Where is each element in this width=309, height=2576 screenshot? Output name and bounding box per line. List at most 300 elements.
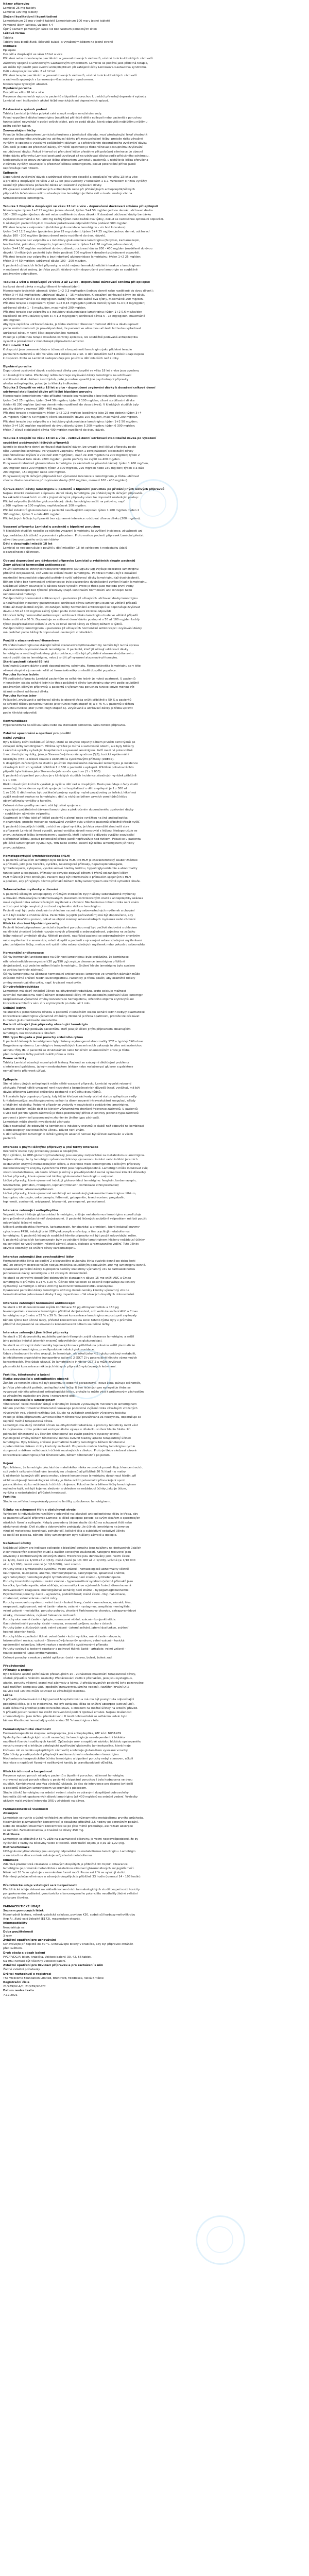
text-line: a příznaků, jako jsou horečka, vyrážka, neurologické příznaky, hepatosplenomegalie, <box>3 863 124 867</box>
text-line: podpůrná léčba. Je-li to indikováno, má být zahájena léčba ke snížení absorpce (aktivní uhlí). <box>3 1702 135 1706</box>
section-heading: Interakce zahrnující jiné psychoaktivní látky <box>3 1255 74 1259</box>
text-line: účinné snížené udržovací dávky. <box>3 690 49 693</box>
text-line: a záchvatů spojených s Lennoxovým-Gastautovým syndromem. <box>3 78 94 82</box>
text-line: Maximálních plazmatických koncentrací je dosaženo přibližně 2,5 hodiny po perorálním podání. <box>3 1820 139 1824</box>
text-line: Léčivé přípravky, které významně neinhibují ani neindukují glukuronidaci lamotriginu: lithium, <box>3 1192 136 1195</box>
text-line: se středně těžkou poruchou funkce jater (Child-Pugh stupeň B) a o 75 % u pacientů s těžkou <box>3 703 134 706</box>
text-line: stabilizační dávku během šesti týdnů, poté je možné vysadit jiné psychotropní přípravky <box>3 378 129 381</box>
text-line: plazmatické koncentrace některých léčivých přípravků vylučovaných ledvinami. <box>3 1365 117 1368</box>
section-heading: Pomocné látky <box>3 1057 27 1060</box>
text-line: reakce podobné lupus erythematodes. <box>3 1652 58 1655</box>
text-line: vyrážky je spojeno s vysokými počátečními dávkami a s překročením doporučeného zvyšování dávky. <box>3 142 147 145</box>
text-line: fenobarbital, primidon, rifampicin, lopinavir/ritonavir, kombinace ethinylestradiol/ <box>3 1183 119 1187</box>
text-line: pacientů. <box>3 1137 16 1141</box>
text-line: 200 mg/den, 150 mg/den nebo 100 mg/den. <box>3 470 66 474</box>
section-heading: Držitel rozhodnutí o registraci <box>3 1972 52 1976</box>
text-line: a dostupné údaje nevylučují možnost zvýšeného rizika u lamotriginu. <box>3 905 101 909</box>
text-line: koncentrace lamotriginu před těhotenstvím, během těhotenství i po porodu. <box>3 1453 112 1457</box>
text-line: Celkové riziko vyrážky se navíc zdá být silně spojeno s: <box>3 804 81 807</box>
text-line: Poruchy kůže a podkožní tkáně: velmi časté - kožní vyrážka; méně časté - alopecie, <box>3 1635 122 1638</box>
text-line: cílovou dávku dosaženou při zvyšování dávky (200 mg/den, rozmezí 100 - 400 mg/den). <box>3 479 128 483</box>
text-line: obvykle odezněly po snížení dávky karbamazepinu. <box>3 1247 76 1250</box>
text-line: Ženám ve fertilním věku má být poskytnuto odborné poradenství. Pokud žena plánuje otěhotnět, <box>3 1382 141 1385</box>
text-line: týden 3+4 50 mg/den; udržovací dávka 100 - 200 mg/den. <box>3 260 87 263</box>
text-line: i závažné vyrážky vyžadující hospitalizaci a vysazení lamotriginu. Patří mezi ně potenciálně <box>3 749 133 753</box>
section-heading: Interakce s jinými léčivými přípravky a jiné formy interakce <box>3 1145 98 1149</box>
text-line: naznačují, že incidence vyrážek spojených s hospitalizací u dětí s epilepsií je 1 z 300 až <box>3 787 127 790</box>
text-line: - vysokými počátečními dávkami lamotriginu a překročením doporučeného zvyšování dávky <box>3 808 134 811</box>
text-line: znovu zahájena. <box>3 846 26 850</box>
text-line: nepřevažuje nad rizikem. <box>3 167 39 171</box>
text-line: dávka 100 - 200 mg/den (jednou denně nebo rozděleně do dvou dávek). <box>3 234 106 238</box>
text-line: Lamictal se nedoporučuje k použití u dětí mladších 18 let vzhledem k nedostatku údajů <box>3 547 127 550</box>
text-line: vytěsnění z vazby na bílkoviny vedlo k toxicitě. Distribuční objem je 0,92 až 1,22 l/kg. <box>3 1841 125 1845</box>
text-line: (nepřekračovat zvýšení o více než 100 mg/týden), např. ze 100 mg/den na 200 mg/den; týden 2 <box>3 454 140 457</box>
text-line: doporučeného zvyšování dávek lamotriginu. U pacientů, kteří již užívají udržovací dávky <box>3 648 129 651</box>
text-line: U některých pacientů bylo k dosažení požadované odpovědi třeba podávat 500 mg/den. <box>3 222 129 225</box>
text-line: Méně než 10 % se vylučuje v nezměněné formě močí. Pouze asi 2 % se vylučují stolicí. <box>3 1871 126 1875</box>
text-line: Pacienti mají být proto sledováni s ohledem na známky sebevražedných myšlenek a chování <box>3 909 135 913</box>
section-heading: Pacienti užívající jiné přípravky obsahující lamotrigin <box>3 1023 88 1027</box>
text-line: Nejsou klinické zkušenosti s úpravou denní dávky lamotriginu po přidání jiných léčivých přípravků. <box>3 492 143 495</box>
text-line: se neliší od placeba. Během léčby lamotriginem byly hlášeny závratě a diplopie. <box>3 1534 117 1537</box>
text-line: funkce jater) nevychází v počet celých tablet, pak se podá dávka, která odpovídá nejbližšímu nižšímu <box>3 121 147 124</box>
text-line: v anamnéze, protože frekvence nezávažné vyrážky byla u těchto pacientů přibližně třikrát vyšší. <box>3 821 141 824</box>
text-line: změny menstruačního cyklu, např. krvácení mezi cykly. <box>3 981 82 985</box>
text-line: levonorgestrel, atazanavir/ritonavir. <box>3 1188 54 1191</box>
text-line: plánování těhotenství a v časném těhotenství lze zvážit podávání kyseliny listové. <box>3 1432 120 1436</box>
text-line: a má být zvážena vhodná léčba. Pacientům (a jejich pečovatelům) má být doporučeno, aby <box>3 913 133 917</box>
text-line: (celková denní dávka v mg/kg tělesné hmotnosti/den) <box>3 285 80 289</box>
text-line: jeho průměrný poločas téměř dvojnásobně. U pacientů léčených souběžně valproátem má být použit <box>3 1217 147 1221</box>
text-line: UDP-glukuronyltransferázy jsou enzymy odpovědné za metabolismus lamotriginu. Lamotrigin <box>3 1850 136 1854</box>
text-line: případů byla hlášena jako Stevensův-Johnsonův syndrom (1 z 1 000). <box>3 770 101 774</box>
text-line: neutropenie, leukopenie, anémie, trombocytopenie, pancytopenie, aplastické anémie, <box>3 1571 126 1575</box>
text-line: hodnotila účinek opakovaných dávek lamotriginu (až 400 mg/den) na srdeční vedení. Výsledky <box>3 1795 138 1799</box>
text-line: Při vysazení souběžně podávaných antiepileptik nebo při přidání jiných antiepileptik/léčivých <box>3 188 135 192</box>
text-line: typu nežádoucích účinků v porovnání s placebem. Proto mohou pacienti přípravek Lamictal přestat <box>3 534 144 537</box>
text-line: třeba až dvojnásobně zvýšit. Od zahájení léčby hormonální antikoncepcí se doporučuje zvyšovat <box>3 605 140 609</box>
text-line: Lamictal 100 mg tablety <box>3 11 38 14</box>
text-line: Žádné zvláštní požadavky. <box>3 1968 41 1972</box>
text-line: Prevence epizod poruch nálady u pacientů s bipolární poruchou: účinnost lamotriginu <box>3 1774 125 1777</box>
text-line <box>3 715 306 719</box>
text-line: Tablety jsou bledě žluté, štítovitě kulaté, s vyraženým kódem na jedné straně <box>3 40 113 44</box>
section-heading: Interakce zahrnující hormonální antikoncepci <box>3 1301 76 1305</box>
text-line: Pokud vypočtená dávka lamotriginu (například při léčbě dětí s epilepsií nebo pacientů s poruchou <box>3 116 142 120</box>
text-line: U pacientů (dospělých i dětí), u nichž se objeví vyrážka, je třeba okamžitě zhodnotit stav <box>3 825 129 828</box>
text-line: Děti a dospívající ve věku 2 až 12 let <box>3 70 56 73</box>
text-line: Byly hlášeny kožní nežádoucí účinky, které se obvykle objevily během prvních osmi týdnů po <box>3 740 135 744</box>
text-line <box>3 1204 306 1208</box>
text-line: Tyto účinky pravděpodobně přispívají k antikonvulzivním vlastnostem lamotriginu. <box>3 1753 120 1756</box>
text-line: 400 mg/den. <box>3 319 22 323</box>
section-heading: Klinické zhoršení bipolární poruchy <box>3 922 60 925</box>
text-line: farmakokinetiku jednorázové dávky 2 mg risperidonu u 14 zdravých dospělých dobrovolníků. <box>3 1293 135 1297</box>
text-line: život ohrožující vyrážky, jako je Stevensův-Johnsonův syndrom (SJS), toxická epidermální <box>3 753 129 757</box>
section-heading: Porucha funkce jater <box>3 694 37 698</box>
text-line: Jakmile je dosaženo denní udržovací stabilizační dávky, lze vysadit jiné léčivé přípravky podle <box>3 445 136 449</box>
text-line: z kontrolovaných klinických studií a dalších klinických zkušeností. Kategorie frekvencí jsou <box>3 1550 131 1554</box>
text-line: týden 1+2 25 mg/den; týden 3+4 50 mg/den; týden 5 100 mg/den; cílová stabilizační dávka <box>3 399 135 402</box>
text-line: nejnižší možná terapeutická dávka. <box>3 1420 54 1423</box>
text-line: Doporučené zvyšování dávek a udržovací dávky pro dospělé ve věku 18 let a více jsou uvedeny <box>3 369 139 373</box>
text-line: koncentrace folátů v séru či v erytrocytech po dobu až 1 roku. <box>3 1002 92 1006</box>
text-line: Některá antiepileptika (fenytoin, karbamazepin, fenobarbital a primidon), která indukují enzymy <box>3 1226 140 1229</box>
text-line: s předchozí léčbou, pokud potenciální přínos jasně nepřevažuje nad rizikem. Pokud se u pacienta <box>3 838 141 841</box>
text-line: lamotriginu. Byly hlášeny snížené plazmatické hladiny lamotriginu během těhotenství <box>3 1440 125 1444</box>
text-line: nezpůsoboval významné změny koncentrace hemoglobinu, středního objemu erytrocytů ani <box>3 998 134 1002</box>
text-line: Bylo zjištěno, že UDP-glukuronyltransferázy jsou enzymy zodpovědné za metabolismus lamotriginu. <box>3 1154 145 1158</box>
text-line: The Wellcome Foundation Limited, Brentford, Middlesex, Velká Británie <box>3 1976 104 1980</box>
section-heading: Starší pacienti (starší 65 let) <box>3 660 49 664</box>
text-line: počtu celých tablet. <box>3 125 31 128</box>
text-line: Tablety Lamictal je třeba polykat celé a zapít malým množstvím vody. <box>3 112 102 115</box>
text-line: užívat bez postupného snižování dávky. <box>3 538 60 541</box>
text-line: ovlivnění metabolismu folátů během dlouhodobé léčby. Při dlouhodobém podávání však lamotrigin <box>3 994 144 997</box>
section-heading: Fertilita, těhotenství a kojení <box>3 1373 50 1377</box>
text-line: a neužívajících induktory glukuronidace: udržovací dávku lamotriginu bude ve většině případů <box>3 601 137 605</box>
text-line: koncentrace lamotriginu, pravděpodobně indukcí glukuronidace. <box>3 1348 95 1351</box>
text-line: ataxie, poruchy vědomí, grand mal záchvaty a kóma. U předávkovaných pacientů bylo pozorováno <box>3 1681 144 1685</box>
text-line: v konečném stadiu selhání ledvin je třeba počáteční dávky lamotriginu stanovit podle souběžně <box>3 682 139 685</box>
text-line: hodnot jaterních testů. <box>3 1631 36 1634</box>
section-heading: EKG typu Brugada a jiné poruchy srdečního rytmu <box>3 1036 83 1039</box>
text-line: Přidání jiných léčivých přípravků bez významné interakce: udržovat cílovou dávku (200 mg/den). <box>3 517 141 520</box>
text-line: Lamictal nemá být podáván pacientům, kteří jsou již léčeni jiným přípravkem obsahujícím <box>3 1027 131 1031</box>
text-line: týden 3+4 100 mg/den rozděleně do dvou dávek; udržovací dávka 200 - 400 mg/den (rozděleně do dvou <box>3 247 152 250</box>
text-line: Brugadova syndromu. Lamotrigin v terapeutických koncentracích vykazuje in vitro antiarytmickou <box>3 1044 143 1048</box>
section-heading: Epilepsie <box>3 1078 18 1081</box>
text-line: poruchou funkce jater (Child-Pugh stupeň C). Zvyšované a udržovací dávky je třeba upravit <box>3 707 133 710</box>
text-line: Poruchy krve a lymfatického systému: velmi vzácné - hematologické abnormality včetně <box>3 1567 129 1571</box>
text-line: Úplný seznam pomocných látek viz bod Seznam pomocných látek <box>3 28 97 31</box>
section-heading: Předávkování <box>3 1664 25 1668</box>
text-line: Další léčba má probíhat podle klinického stavu, s ohledem na možné účinky na srdeční převod. <box>3 1706 138 1710</box>
text-line: nutné zvýšit dávku lamotriginu, nebo ji snížit při vysazení atazanaviru/ritonaviru. <box>3 656 118 660</box>
text-line: vyhledali lékařskou pomoc, pokud se objeví známky sebevražedných myšlenek nebo chování. <box>3 918 136 921</box>
section-heading: Dávkování a způsob podání <box>3 108 47 111</box>
text-line: nebo myšlenkami v anamnéze, mladí dospělí a pacienti s výraznými sebevražednými myšlenkami <box>3 939 143 942</box>
text-line: a chování. Metaanalýza randomizovaných placebem kontrolovaných studií s antiepileptiky ukázala <box>3 896 143 900</box>
text-line: Pacienti léčení přípravkem Lamictal s bipolární poruchou mají být pečlivě sledováni s ohledem <box>3 926 137 930</box>
text-line: Opakované perorální dávky bupropionu neměly statisticky významný vliv na farmakokinetiku <box>3 1268 135 1272</box>
text-line: před zahájením léčby, mohou mít vyšší riziko sebevražedných myšlenek nebo pokusů o sebevraždu. <box>3 943 146 946</box>
text-line: vysadit a pokračovat v monoterapii přípravkem Lamictal. <box>3 340 84 343</box>
text-line: týden 3+4 100 mg/den rozděleně do dvou dávek; týden 5 200 mg/den; týden 6 300 mg/den; <box>3 424 135 428</box>
text-line: klíčovou roli ve vzniku epileptických záchvatů) a inhibuje glutamátem vyvolané vzruchy. <box>3 1749 128 1752</box>
section-heading: Léčba <box>3 1694 13 1698</box>
section-heading: Fertilita <box>3 1496 16 1499</box>
text-line: otázkách řízení a epilepsie. Nebyly provedeny žádné studie účinků na schopnost řídit nebo <box>3 1521 132 1524</box>
text-line <box>3 1251 306 1255</box>
text-line: Těhotenství: velké množství údajů o těhotných ženách vystavených monoterapii lamotriginem <box>3 1403 137 1406</box>
text-line: dnů 20 zdravým dobrovolníkům nebyla změněna souběžným podáváním 100 mg lamotriginu denně. <box>3 1264 146 1267</box>
text-line: U dospělých zařazených do studií s použitím doporučeného dávkování lamotriginu je incidence <box>3 761 138 765</box>
text-line: také rozšíření komplexu QRS (zpoždění intraventrikulárního vedení). Rozšíření trvání QRS <box>3 1685 130 1689</box>
text-line: Po vysazení jiných léčivých přípravků bez významné interakce s lamotriginem je třeba udržovat <box>3 475 139 478</box>
text-line: s hemodialýzou jako léčbou předávkování. U šesti dobrovolníků se selháním ledvin bylo <box>3 1715 127 1719</box>
text-line: týden 3+4 0,6 mg/kg/den; udržovací dávka 1 - 15 mg/kg/den. K dosažení udržovací dávky lze dávku <box>3 293 146 297</box>
text-line: obsluhovat stroje. Dvě studie s dobrovolníky prokázaly, že účinek lamotriginu na jemnou <box>3 1525 129 1529</box>
text-line: Nežádoucí účinky související s dávkou nelze vyloučit. Proto je třeba jako metodu první volby <box>3 584 134 588</box>
section-heading: Registrační čísla <box>3 1980 30 1984</box>
text-line: (týden 6) 200 mg/den (jednou denně nebo rozděleně do dvou dávek). V klinických studiích byly <box>3 403 139 406</box>
text-line: účinky, choreoatetóza, zvýšení frekvence záchvatů. <box>3 1614 77 1617</box>
text-line: během prvního trimestru těhotenství neukazuje podstatné zvýšení rizika závažných vrozených <box>3 1407 138 1411</box>
section-heading: FARMACEUTICKÉ ÚDAJE <box>3 1905 41 1908</box>
text-line: 21/289/92-A/C, 21/289/92-C/C <box>3 1985 46 1989</box>
text-line: Během týdne bez hormonální antikoncepce bylo pozorováno dvojnásobné zvýšení hladin lamotriginu. <box>3 580 147 584</box>
text-line: věkové skupině významně neliší od farmakokinetiky u mladší dospělé populace. <box>3 669 117 672</box>
text-line <box>3 1900 306 1904</box>
text-line: funkce jater a koagulace. Příznaky se obvykle objevují během 4 týdnů od zahájení léčby. <box>3 871 129 875</box>
text-line: během 4hodinové hemodialýzy odstraněno 20 % lamotriginu z těla. <box>3 1719 99 1723</box>
text-line: Nejsou důkazy, že by lamotrigin způsoboval klinicky významnou indukci nebo inhibici jaterních <box>3 1158 138 1162</box>
text-line: v následující tabulce. Přechodný režim zahrnuje zvyšování dávky lamotriginu na udržovací <box>3 374 131 377</box>
section-heading: Doba použitelnosti <box>3 1930 33 1934</box>
text-line: V případě poruch vedení lze zvážit intravenózní podání lipidové emulze. Nejsou zkušenosti <box>3 1710 132 1714</box>
text-line: nekrolýza (TEN) a léková reakce s eozinofilií a systémovými příznaky (DRESS). <box>3 757 114 761</box>
text-line: k rhabdomyolýze, multiorgánovému selhání a diseminované intravaskulární koagulaci, někdy <box>3 1099 136 1103</box>
text-line: je inhibitorem organického transportéru kationtů 2 (OCT 2) v potenciálně klinicky významných <box>3 1357 138 1360</box>
text-line: vizuální motorickou koordinaci, pohyby očí, kolísání těla a subjektivní sedativní účinky <box>3 1529 125 1533</box>
text-line: lymfadenopatie, cytopenie, vysoké sérové hladiny feritinu, hypertriglyceridemie a abnormality <box>3 867 138 871</box>
section-heading: Dihydrofolátreduktáza <box>3 985 39 989</box>
text-line: Ve studii s 10 dobrovolníky mužského pohlaví rifampicin zvýšil clearance lamotriginu a snížil <box>3 1335 134 1339</box>
text-line: aktivitu třídy IB. U pacientů se strukturálním nebo funkčním onemocněním srdce je třeba <box>3 1048 130 1052</box>
text-line: s více než jedním typem záchvatů je třeba pozorovaný přínos z kontroly jednoho typu záchvatů <box>3 1112 139 1115</box>
text-line: V případě předávkování má být pacient hospitalizován a má mu být poskytnuta odpovídající <box>3 1698 134 1702</box>
text-line: k dispozici. Proto se Lamictal nedoporučuje pro použití u dětí mladších než 2 roky. <box>3 357 119 360</box>
text-line: se ztrátou kontroly záchvatů. <box>3 968 45 972</box>
text-line: a/nebo antiepileptika, pokud je to klinicky indikováno. <box>3 382 79 385</box>
text-line: 25 mg/den; týden 5 50 mg/den; cílová stabilizační dávka 100 mg/den, maximálně 200 mg/den. <box>3 416 139 419</box>
text-line: 100 - 200 mg/den (jednou denně nebo rozděleně do dvou dávek). K dosažení udržovací dávky lze dávku <box>3 213 151 217</box>
text-line: nespavost, agitovanost; méně časté - ataxie; vzácné - nystagmus, aseptická meningitida; <box>3 1605 131 1609</box>
text-line: Počáteční, zvyšované a udržovací dávky je obecně třeba snížit přibližně o 50 % u pacientů <box>3 698 131 702</box>
section-heading: Distribuce <box>3 1833 20 1837</box>
text-line: Lamictal 25 mg tablety <box>3 7 36 10</box>
section-heading: Vysazení přípravku Lamictal u pacientů s bipolární poruchou <box>3 526 100 529</box>
section-heading: Biotransformace <box>3 1845 30 1849</box>
text-line: udržovací dávka 1 - 5 mg/kg/den, maximálně 200 mg/den. <box>3 306 87 310</box>
section-heading: Ženy užívající hormonální antikoncepci <box>3 563 65 567</box>
text-line: Poruchy nervového systému: velmi časté - bolest hlavy; časté - somnolence, závratě, třes, <box>3 1601 132 1605</box>
text-line: Valproát, který inhibuje glukuronidaci lamotriginu, snižuje metabolismus lamotriginu a prodlužuje <box>3 1213 142 1216</box>
text-line: níže uvedeného schématu. Po vysazení valproátu: týden 1 zdvojnásobení stabilizační dávky <box>3 449 133 453</box>
text-line: maximální terapeutické odpovědi potřebné vyšší udržovací dávky lamotriginu (až dvojnásobné). <box>3 576 140 580</box>
text-line <box>3 1660 306 1664</box>
text-line: včetně případů s fatálními následky. Předávkování vedlo k příznakům, jako jsou nystagmus, <box>3 1677 133 1681</box>
text-line: Přídatná terapie bez valproátu a s induktory glukuronidace lamotriginu (fenytoin, karbamazepin, <box>3 239 140 242</box>
section-heading: Hemofagocytující lymfohistiocytóza (HLH) <box>3 854 71 858</box>
text-line: v závislosti na dávce mírně indukuje svůj vlastní metabolismus. <box>3 1854 94 1858</box>
section-heading: Tabulka 2 Děti a dospívající ve věku 2 až 12 let - doporučené dávkovací schéma při epilepsii <box>3 281 150 284</box>
text-line: potenciálnímu riziku nežádoucích účinků u kojence. Pokud se žena během léčby lamotriginem <box>3 1483 136 1486</box>
text-line: HLH může být život ohrožující. Pacienti mají být informováni o příznacích spojených s HLH <box>3 875 131 879</box>
text-line <box>3 483 306 487</box>
document-body <box>3 2 306 1997</box>
text-line: vývojových vad, včetně rozštěpu úst. Studie na zvířatech prokázaly vývojovou toxicitu. <box>3 1411 127 1415</box>
section-heading: Farmakodynamické vlastnosti <box>3 1727 51 1731</box>
text-line: Nežádoucí účinky pro indikace epilepsie a bipolární porucha jsou založeny na dostupných údajích <box>3 1546 141 1550</box>
text-line: Čím delší je doba od předchozí dávky, tím větší opatrnost je třeba věnovat postupnému zvyšování <box>3 146 143 149</box>
text-line: Při podávání přípravku Lamictal pacientům se selháním ledvin je nutná opatrnost. U pacientů <box>3 677 136 681</box>
text-line: Po vysazení induktorů glukuronidace lamotriginu (v závislosti na původní dávce): týden 1 400 mg/den, <box>3 462 149 466</box>
text-line: odvozeny z kontrolovaných klinických studií. Frekvence jsou definovány jako: velmi časté <box>3 1555 130 1558</box>
text-line: U pacientů léčených antiepileptiky v různých indikacích byly hlášeny sebevražedné myšlenky <box>3 892 136 896</box>
text-line: Poruchy jater a žlučových cest: velmi vzácné - jaterní selhání, jaterní dysfunkce, zvýšení <box>3 1626 129 1630</box>
text-line: Není nutná úprava dávky oproti doporučenému schématu. Farmakokinetika lamotriginu se v této <box>3 665 141 668</box>
text-line: ale může být použit jako úvodní antiepileptikum při zahájení léčby Lennoxova-Gastautova syndromu. <box>3 65 147 69</box>
section-heading: Zvláštní upozornění a opatření pro použití <box>3 732 71 736</box>
text-line: Zahájení léčby hormonální antikoncepcí u pacientek již užívajících udržovací dávky lamotriginu <box>3 597 138 601</box>
text-line: U dětí užívajících lamotrigin k léčbě typických absencí nemusí být účinek zachován u všech <box>3 1133 133 1137</box>
section-heading: Absorpce <box>3 1812 18 1816</box>
text-line: Zdánlivá plazmatická clearance u zdravých dospělých je přibližně 30 ml/min. Clearance <box>3 1862 128 1866</box>
text-line: metabolizovanými enzymy cytochromu P450 jsou nepravděpodobné. Lamotrigin může indukovat svůj <box>3 1166 148 1170</box>
text-line: podle klinické odpovědi. <box>3 711 38 715</box>
text-line: Prevence depresivních epizod u pacientů s bipolární poruchou I, u nichž převažují depresivní epizody. <box>3 95 147 99</box>
text-line: Doba do dosažení maximální koncentrace se po jídle mírně prodlužuje, ale rozsah absorpce <box>3 1825 133 1828</box>
text-line: Údaje naznačují, že odpověď na kombinaci s induktory enzymů je slabší než odpověď na kombinaci <box>3 1124 144 1128</box>
text-line: V literatuře byly popsány případy, kdy těžké křečové záchvaty včetně status epilepticus vedly <box>3 1095 137 1098</box>
text-line: U pacientů léčených lamotriginem byly hlášeny arytmogenní abnormality ST-T a typický EKG obraz <box>3 1040 144 1044</box>
text-line: Lamotrigin může zhoršit myoklonické záchvaty. <box>3 1120 71 1124</box>
text-line: Riziko závažných kožních vyrážek je vyšší u dětí než u dospělých. Dostupné údaje z řady studií <box>3 783 138 786</box>
text-line: a poučeni, aby při výskytu těchto příznaků během léčby lamotriginem okamžitě vyhledali lékaře. <box>3 880 141 883</box>
text-line: záchvaty. Pokud náhlé vysazení není nezbytné z bezpečnostních důvodů (např. vyrážka), má být <box>3 1087 140 1090</box>
text-line: Ve studiích s jednorázovou dávkou u pacientů v konečném stadiu selhání ledvin nebyly plazmatické <box>3 1010 145 1014</box>
text-line: 7.12.2021 <box>3 1993 18 1997</box>
text-line: stoupnout s rizikem nežádoucích účinků souvisejících s dávkou. Proto je třeba sledovat sérové <box>3 1449 137 1453</box>
text-line: Lamictal není indikován k akutní léčbě manických ani depresivních epizod. <box>3 99 109 103</box>
text-line: u pacientů léčených lamotriginem ve srovnání s placebem. <box>3 1787 87 1790</box>
section-heading: souběžně podávaných léčivých přípravků <box>3 441 69 445</box>
section-heading: Složení kvalitativní i kvantitativní <box>3 15 57 19</box>
text-line: v současné době známy, je třeba použít léčebný režim doporučený pro lamotrigin se souběžně <box>3 268 138 272</box>
section-heading: Druh obalu a obsah balení <box>3 1951 45 1955</box>
text-line: Pomocné látky: laktosa, viz bod 4.4 <box>3 23 53 27</box>
text-line: Léčivé přípravky, které významně indukují glukuronidaci lamotriginu: fenytoin, karbamazepin, <box>3 1179 136 1183</box>
text-line: Na základě interakčních studií s jinými léčivými přípravky však lze doporučit následující postup: <box>3 496 139 499</box>
text-line: Interakční studie byly provedeny pouze u dospělých. <box>3 1150 78 1153</box>
text-line: Přídatná terapie s valproátem: týden 1+2 0,15 mg/kg/den jednou denně; týden 3+4 0,3 mg/kg/den; <box>3 302 145 306</box>
text-line: porovnat s jakýmkoli pozorovaným zhoršením jiného typu záchvatů. <box>3 1116 100 1120</box>
text-line: levonorgestrelu clearance lamotriginu přibližně dvojnásobně, což vedlo ke snížení AUC a Cmax <box>3 1310 138 1314</box>
section-heading: Selhání ledvin <box>3 1006 26 1010</box>
text-line: podle změn hmotnosti. Je pravděpodobné, že pacienti ve věku dvou až šesti let budou vyžadovat <box>3 327 141 331</box>
text-line: Přídatná terapie bez valproátu a bez induktorů glukuronidace lamotriginu: týden 1+2 25 mg/den; <box>3 256 142 259</box>
text-line: Hypersenzitivita na léčivou látku nebo na kteroukoli pomocnou látku tohoto přípravku. <box>3 724 126 727</box>
text-line: lamotriginu v průměru o 24 % a 20 %. Účinek této velikosti se obecně nepovažuje za klinicky <box>3 1280 135 1284</box>
text-line: ukázaly malé zvýšení intervalu QRS v závislosti na dávce. <box>3 1799 85 1803</box>
text-line: v prevenci epizod poruch nálady u pacientů s bipolární poruchou I byla hodnocena ve dvou <box>3 1778 133 1782</box>
text-line: lamotriginu a neužívají induktory glukuronidace, může být při přidání atazanaviru/ritonaviru <box>3 652 134 655</box>
section-heading: Znovuzahájení léčby <box>3 129 36 132</box>
text-line: 1 z 1 000. <box>3 778 18 782</box>
text-line: Lamotrigin má slabý inhibiční účinek na dihydrofolátreduktázu, proto existuje možnost <box>3 989 126 993</box>
text-line: Psychiatrické poruchy: časté - agresivita, podrážděnost; méně časté - tiky, halucinace, <box>3 1592 126 1596</box>
text-line: Poruchy oka: méně časté - diplopie, rozmazané vidění; vzácné - konjunktivitida. <box>3 1618 116 1621</box>
text-line: Dospělí a dospívající ve věku 13 let a více <box>3 53 63 57</box>
text-line: Lamotriginum 25 mg v jedné tabletě Lamotriginum 100 mg v jedné tabletě <box>3 19 110 23</box>
section-heading: Riziko související s antiepileptiky obecně <box>3 1378 69 1381</box>
text-line: Pokud je léčba přípravkem Lamictal přerušena z jakéhokoli důvodu, musí předepisující lékař zhodnotit <box>3 133 148 137</box>
text-line: U pacientů s bipolární poruchou je v klinických studiích incidence závažných vyrážek přibližně <box>3 774 137 778</box>
section-heading: Interakce zahrnující jiné léčivé přípravky <box>3 1331 68 1335</box>
section-heading: Datum revize textu <box>3 1989 34 1993</box>
text-line <box>3 1537 306 1541</box>
text-line: Gastrointestinální poruchy: časté - nauzea, zvracení, průjem, sucho v ústech. <box>3 1622 113 1625</box>
text-line: Přidání induktorů glukuronidace u pacientů neužívajících valproát: týden 1 200 mg/den, týden 2 <box>3 509 140 512</box>
text-line: zmatenost; velmi vzácné - noční můry. <box>3 1597 58 1600</box>
section-heading: Obecná doporučení pro dávkování přípravku Lamictal u zvláštních skupin pacientů <box>3 559 135 563</box>
watermark-seal <box>196 2215 245 2265</box>
section-heading: Nežádoucí účinky <box>3 1542 31 1546</box>
text-line <box>3 1297 306 1301</box>
section-heading: Seznam pomocných látek <box>3 1909 44 1912</box>
text-line: epidermální nekrolýza, léková reakce s eozinofilií a systémovými příznaky. <box>3 1643 109 1647</box>
text-line: Poruchy imunitního systému: velmi vzácné - hypersenzitivní syndrom (včetně příznaků jako <box>3 1580 133 1584</box>
text-line: nichž se objevují farmakologické účinky. Je třeba zvážit potenciální přínos kojení oproti <box>3 1479 126 1482</box>
text-line: Ve studii s 16 dobrovolnicemi zvýšila kombinace 30 µg ethinylestradiolu a 150 µg <box>3 1306 119 1309</box>
text-line: 1 ze 100. U dětí mohou být počáteční projevy vyrážky mylně považovány za infekci; lékař má <box>3 791 136 795</box>
text-line: podávaných léčivých přípravků; u pacientů s významnou poruchou funkce ledvin mohou být <box>3 686 134 689</box>
text-line: horečka, lymfadenopatie, otok obličeje, abnormality krve a jaterních funkcí, diseminovaná <box>3 1584 131 1588</box>
section-heading: Sebevražedné myšlenky a chování <box>3 888 58 892</box>
section-heading: Bipolární porucha <box>3 87 32 90</box>
text-line <box>3 521 306 525</box>
text-line: Lamotrigin se přibližně z 55 % váže na plazmatické bílkoviny. Je velmi nepravděpodobné, že by <box>3 1837 139 1841</box>
text-line: 300 mg/den, týden 3 a dále 400 mg/den. <box>3 513 62 516</box>
text-line: Přídatná terapie s valproátem (inhibitor glukuronidace lamotriginu - viz bod Interakce): <box>3 226 127 229</box>
text-line: Léčivé přípravky, které významně inhibují glukuronidaci lamotriginu: valproát. <box>3 1175 114 1179</box>
text-line: týden 7 cílová stabilizační dávka 400 mg/den rozděleně do dvou dávek. <box>3 428 105 432</box>
text-line: na více než 100 ms může souviset se závažnější toxicitou. <box>3 1690 86 1693</box>
section-heading: Porucha funkce ledvin <box>3 673 39 676</box>
text-line <box>3 1327 306 1331</box>
text-line: a dále udržovat tuto dávku (200 mg/den), podle potřeby lze zvýšit na 400 mg/den. <box>3 458 121 462</box>
text-line: dávka přípravku Lamictal snižována postupně v průběhu dvou týdnů. <box>3 1091 102 1094</box>
text-line: Celkové poruchy a reakce v místě aplikace: časté - únava, bolest, bolest zad. <box>3 1656 113 1659</box>
section-heading: Zvláštní opatření pro uchovávání <box>3 1939 56 1942</box>
section-heading: Klinická účinnost a bezpečnost <box>3 1770 53 1773</box>
text-line: významný. Lamotrigin v dávce 200 mg neovlivnil farmakokinetiku olanzapinu. <box>3 1285 114 1288</box>
text-line <box>3 884 306 888</box>
text-line: vyvarovat náhlého přerušení antiepileptické léčby, protože to může vést k průlomovým záchvatům <box>3 1390 144 1394</box>
text-line <box>3 104 306 108</box>
section-heading: Epilepsie <box>3 171 18 175</box>
text-line: Účinky lamotriginu na účinnost hormonální antikoncepce: lamotrigin ve vysokých dávkách může <box>3 973 140 976</box>
section-heading: Hormonální antikoncepce <box>3 952 44 955</box>
text-line: Uchovávejte při teplotě do 30 °C. Uchovávejte blistry v krabičce, aby byl přípravek chráněn <box>3 1943 133 1946</box>
text-line <box>3 1504 306 1508</box>
text-line: koncentrace lamotriginu významně změněny. Nicméně je třeba opatrnosti, protože lze očekávat <box>3 1015 140 1018</box>
section-heading: Příznaky a projevy <box>3 1669 33 1672</box>
text-line: PVC/PVDC/Al blistr, krabička. Velikost balení: 30, 42, 56 tablet. <box>3 1955 92 1959</box>
text-line: Na trhu nemusí být všechny velikosti balení. <box>3 1960 66 1963</box>
text-line: ke zvýšenému riziku poškození embryonálního vývoje v důsledku snížení hladin folátu. Při <box>3 1428 131 1432</box>
section-heading: udržovací stabilizační dávky při léčbě bipolární poruchy <box>3 391 92 394</box>
text-line: koncentracích. Tyto údaje ukazují, že lamotrigin je inhibitor OCT 2 a může zvyšovat <box>3 1361 121 1364</box>
text-line: - souběžným užíváním valproátu. <box>3 812 50 816</box>
text-line: je třeba přehodnotit potřebu antiepileptické léčby. U žen léčených pro epilepsii je třeba se <box>3 1386 131 1389</box>
text-line: Doporučené zvyšování dávek a udržovací dávky pro dospělé a dospívající ve věku 13 let a více <box>3 175 138 179</box>
text-line: vlastní metabolismus, ale tento účinek je mírný a pravděpodobně nemá významné klinické důsledky. <box>3 1171 147 1174</box>
text-line: Přidání valproátu (inhibitor glukuronidace): dávku lamotriginu snížit na polovinu, např. <box>3 500 126 504</box>
